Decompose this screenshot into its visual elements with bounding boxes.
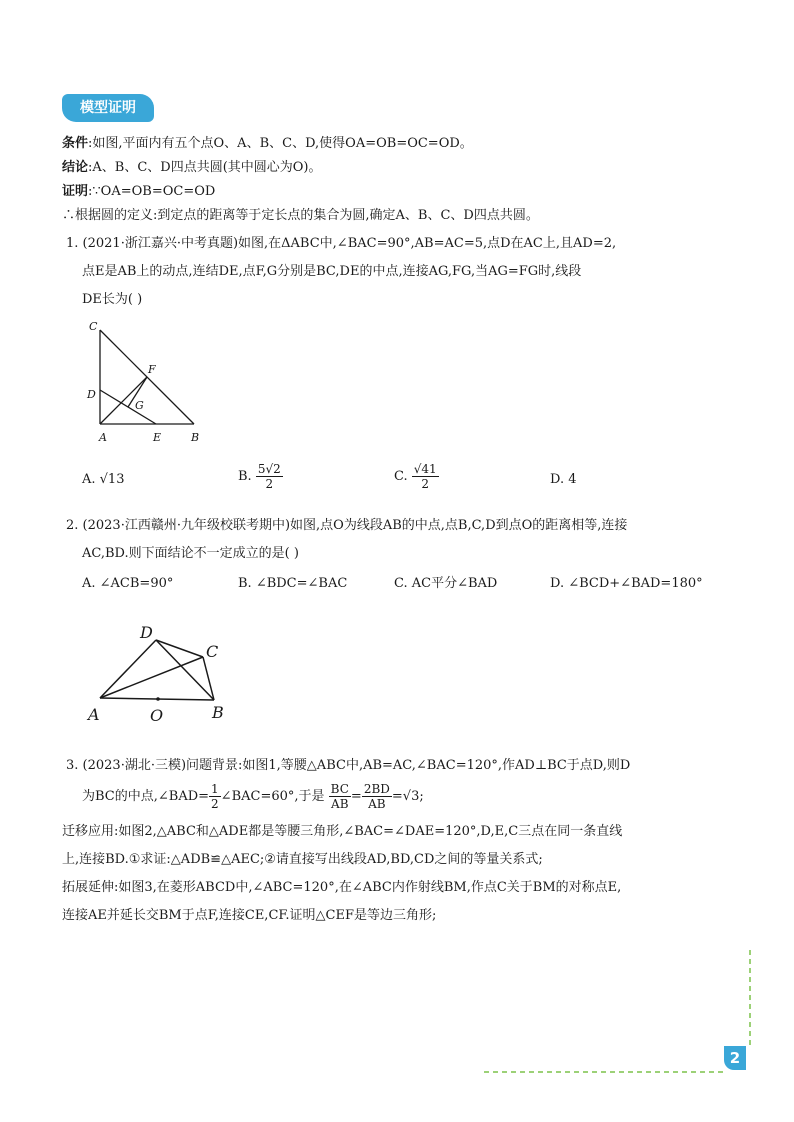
q1-option-c-denominator: 2	[421, 477, 430, 491]
page-corner-decoration	[480, 946, 760, 1078]
q2-option-c: C. AC平分∠BAD	[394, 576, 498, 591]
q1-label-e: E	[153, 431, 162, 444]
q3-line-5: 拓展延伸:如图3,在菱形ABCD中,∠ABC=120°,在∠ABC内作射线BM,作点C关于BM的对称点E,	[62, 880, 622, 895]
q1-option-c	[394, 462, 439, 491]
q2-option-d: D. ∠BCD+∠BAD=180°	[550, 576, 703, 591]
conditions-label: 条件	[62, 136, 89, 151]
q1-line-2: 点E是AB上的动点,连结DE,点F,G分别是BC,DE的中点,连接AG,FG,当AG=FG时,线段	[82, 264, 582, 279]
q2-line-2: AC,BD.则下面结论不一定成立的是( )	[82, 546, 299, 561]
segment-dc	[156, 640, 203, 657]
q1-label-a: A	[99, 431, 107, 444]
q1-option-c-fraction	[412, 462, 439, 491]
q2-option-a: A. ∠ACB=90°	[82, 576, 174, 591]
conclusion-label: 结论	[62, 160, 89, 175]
q3-fraction-half-num: 1	[211, 782, 219, 796]
conclusion-text: :A、B、C、D四点共圆(其中圆心为O)。	[88, 160, 322, 175]
segment-ad	[100, 640, 156, 698]
proof-label: 证明	[62, 184, 89, 199]
q3-line-2	[82, 782, 424, 811]
q1-label-g: G	[135, 399, 144, 412]
q2-label-a: A	[88, 705, 100, 724]
conclusion-line	[62, 158, 322, 178]
q1-option-a: A. √13	[82, 472, 125, 487]
q3-line-2-part-a: 为BC的中点,∠BAD=	[82, 789, 210, 804]
q2-option-b: B. ∠BDC=∠BAC	[238, 576, 348, 591]
q3-line-4: 上,连接BD.①求证:△ADB≌△AEC;②请直接写出线段AD,BD,CD之间的等量关系式;	[62, 852, 543, 867]
q1-option-c-numerator: √41	[413, 462, 437, 476]
q1-label-f: F	[148, 363, 156, 376]
section-badge: 模型证明	[62, 94, 154, 122]
q2-label-o: O	[150, 706, 164, 725]
q3-fraction-half-den: 2	[211, 797, 219, 811]
q1-figure	[80, 318, 210, 448]
q1-option-c-prefix: C.	[394, 469, 408, 484]
q1-label-b: B	[191, 431, 200, 444]
q2-label-c: C	[206, 642, 219, 661]
q2-figure	[84, 620, 244, 730]
q3-line-6: 连接AE并延长交BM于点F,连接CE,CF.证明△CEF是等边三角形;	[62, 908, 437, 923]
q1-option-d: D. 4	[550, 472, 577, 487]
q3-fraction-half	[209, 782, 221, 811]
q3-fraction-bc-num: BC	[330, 782, 349, 796]
proof-line-2: ∴根据圆的定义:到定点的距离等于定长点的集合为圆,确定A、B、C、D四点共圆。	[62, 208, 539, 223]
q3-line-2-part-c: =√3;	[391, 789, 424, 804]
proof-line	[62, 182, 215, 202]
q1-label-c: C	[89, 320, 98, 333]
page-number: 2	[724, 1046, 746, 1070]
segment-ac	[100, 657, 203, 698]
conditions-line	[62, 134, 473, 154]
q1-label-d: D	[87, 388, 96, 401]
q3-fraction-2bd-den: AB	[368, 797, 386, 811]
q1-option-b-prefix: B.	[238, 469, 252, 484]
proof-text: :∵OA=OB=OC=OD	[88, 184, 216, 199]
q3-line-1: 3. (2023·湖北·三模)问题背景:如图1,等腰△ABC中,AB=AC,∠BAC=120°,作AD⊥BC于点D,则D	[66, 758, 631, 773]
q3-line-2-part-b: ∠BAC=60°,于是	[220, 789, 325, 804]
q3-fraction-2bd-num: 2BD	[363, 782, 390, 796]
q1-option-b-numerator: 5√2	[257, 462, 281, 476]
q2-label-b: B	[212, 703, 224, 722]
q2-label-d: D	[140, 623, 153, 642]
point-o	[156, 697, 160, 701]
q1-line-1: 1. (2021·浙江嘉兴·中考真题)如图,在ΔABC中,∠BAC=90°,AB=AC=5,点D在AC上,且AD=2,	[66, 236, 617, 251]
q2-line-1: 2. (2023·江西赣州·九年级校联考期中)如图,点O为线段AB的中点,点B,C,D到点O的距离相等,连接	[66, 518, 628, 533]
conditions-text: :如图,平面内有五个点O、A、B、C、D,使得OA=OB=OC=OD。	[88, 136, 473, 151]
q1-option-b-denominator: 2	[265, 477, 274, 491]
q3-fraction-ab-den: AB	[331, 797, 349, 811]
q1-option-b	[238, 462, 283, 491]
q3-fraction-bc-ab	[329, 782, 351, 811]
q3-line-2-equals: =	[350, 789, 362, 804]
q1-option-b-fraction	[256, 462, 283, 491]
q3-line-3: 迁移应用:如图2,△ABC和△ADE都是等腰三角形,∠BAC=∠DAE=120°,D,E,C三点在同一条直线	[62, 824, 623, 839]
q1-line-3: DE长为( )	[82, 292, 143, 307]
q3-fraction-2bd-ab	[362, 782, 392, 811]
